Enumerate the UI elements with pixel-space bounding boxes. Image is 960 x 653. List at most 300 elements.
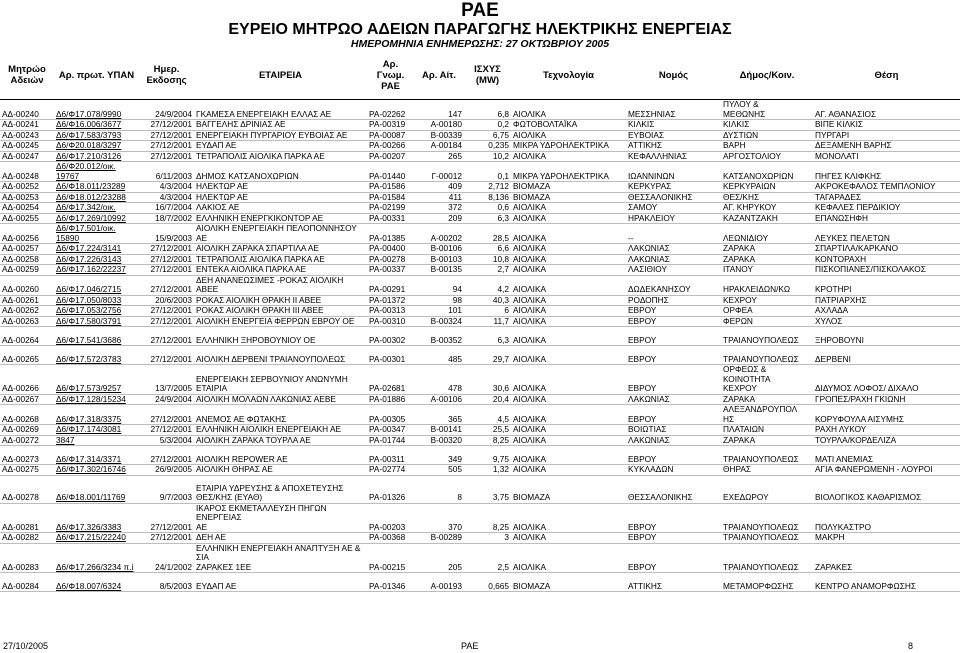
cell-company: ΗΛΕΚΤΩΡ ΑΕ <box>194 192 367 203</box>
header-col-company: ΕΤΑΙΡΕΙΑ <box>194 51 367 100</box>
cell-location: ΤΟΥΡΛΑ/ΚΟΡΔΕΛΙΖΑ <box>813 435 960 446</box>
cell-capacity: 8,136 <box>464 192 511 203</box>
cell-issue-date: 24/1/2002 <box>139 543 194 573</box>
cell-ypan-protocol: Δ6/Φ17.580/3791 <box>54 316 139 327</box>
cell-license-id: ΑΔ-00281 <box>0 503 54 533</box>
cell-license-id: ΑΔ-00266 <box>0 365 54 395</box>
cell-license-id: ΑΔ-00284 <box>0 573 54 592</box>
cell-rae-opinion: ΡΑ-01440 <box>367 162 414 182</box>
cell-ypan-protocol: Δ6/Φ17.269/10992 <box>54 213 139 224</box>
cell-ypan-protocol: Δ6/Φ17.302/16746 <box>54 465 139 476</box>
cell-technology: ΑΙΟΛΙΚΑ <box>511 100 626 120</box>
cell-technology: ΑΙΟΛΙΚΑ <box>511 533 626 544</box>
cell-license-id: ΑΔ-00269 <box>0 425 54 436</box>
cell-municipality: ΛΕΩΝΙΔΙΟΥ <box>721 224 813 244</box>
cell-municipality: ΤΡΑΙΑΝΟΥΠΟΛΕΩΣ <box>721 446 813 465</box>
cell-ypan-protocol: Δ6/Φ18.012/23288 <box>54 192 139 203</box>
cell-license-id: ΑΔ-00253 <box>0 192 54 203</box>
table-row <box>0 365 960 395</box>
cell-municipality: ΘΗΡΑΣ <box>721 465 813 476</box>
cell-ypan-protocol: Δ6/Φ17.226/3143 <box>54 254 139 265</box>
cell-location: ΤΑΓΑΡΑΔΕΣ <box>813 192 960 203</box>
cell-prefecture: ΡΟΔΟΠΗΣ <box>626 295 721 306</box>
cell-location: ΜΑΚΡΗ <box>813 533 960 544</box>
cell-capacity: 0,1 <box>464 162 511 182</box>
cell-technology: ΑΙΟΛΙΚΑ <box>511 503 626 533</box>
cell-ypan-protocol: Δ6/Φ17.572/3783 <box>54 346 139 365</box>
table-row <box>0 446 960 465</box>
footer-page-number: 8 <box>908 641 914 651</box>
cell-license-id: ΑΔ-00283 <box>0 543 54 573</box>
cell-capacity: 2,5 <box>464 543 511 573</box>
cell-technology: ΑΙΟΛΙΚΑ <box>511 394 626 405</box>
cell-application: 98 <box>414 295 464 306</box>
cell-rae-opinion: ΡΑ-00337 <box>367 265 414 276</box>
cell-capacity: 2,712 <box>464 182 511 193</box>
cell-application: 101 <box>414 306 464 317</box>
cell-application: Α-00106 <box>414 394 464 405</box>
cell-ypan-protocol: Δ6/Φ17.210/3126 <box>54 151 139 162</box>
page-title: ΡΑΕ <box>461 0 499 21</box>
cell-company: ΤΕΤΡΑΠΟΛΙΣ ΑΙΟΛΙΚΑ ΠΑΡΚΑ ΑΕ <box>194 151 367 162</box>
table-row <box>0 405 960 425</box>
table-row <box>0 503 960 533</box>
table-row <box>0 182 960 193</box>
cell-location: ΚΟΝΤΟΡΑΧΗ <box>813 254 960 265</box>
cell-issue-date: 15/9/2003 <box>139 224 194 244</box>
cell-issue-date: 27/12/2001 <box>139 503 194 533</box>
cell-capacity: 29,7 <box>464 346 511 365</box>
cell-location: ΑΓΙΑ ΦΑΝΕΡΩΜΕΝΗ - ΛΟΥΡΟΙ <box>813 465 960 476</box>
cell-technology: ΑΙΟΛΙΚΑ <box>511 446 626 465</box>
cell-license-id: ΑΔ-00258 <box>0 254 54 265</box>
cell-location: ΖΑΡΑΚΕΣ <box>813 543 960 573</box>
cell-municipality: ΚΑΤΣΑΝΟΧΩΡΙΩΝ <box>721 162 813 182</box>
cell-application: Α-00180 <box>414 120 464 131</box>
cell-company: ΑΙΟΛΙΚΗ ΕΝΕΡΓΕΙΑΚΗ ΠΕΛΟΠΟΝΝΗΣΟΥ ΑΕ <box>194 224 367 244</box>
cell-issue-date: 27/12/2001 <box>139 275 194 295</box>
cell-location: ΠΗΓΕΣ ΚΛΙΦΚΗΣ <box>813 162 960 182</box>
cell-capacity: 6,3 <box>464 213 511 224</box>
cell-application: 209 <box>414 213 464 224</box>
cell-company: ΑΙΟΛΙΚΗ REPOWER AE <box>194 446 367 465</box>
table-row <box>0 224 960 244</box>
cell-municipality: ΚΑΖΑΝΤΖΑΚΗ <box>721 213 813 224</box>
cell-rae-opinion: ΡΑ-01886 <box>367 394 414 405</box>
cell-ypan-protocol: Δ6/Φ17.078/9990 <box>54 100 139 120</box>
cell-license-id: ΑΔ-00278 <box>0 475 54 503</box>
cell-prefecture: ΚΕΡΚΥΡΑΣ <box>626 182 721 193</box>
cell-license-id: ΑΔ-00254 <box>0 203 54 214</box>
page-footer <box>0 640 960 653</box>
cell-license-id: ΑΔ-00263 <box>0 316 54 327</box>
cell-technology: ΑΙΟΛΙΚΑ <box>511 265 626 276</box>
cell-location: ΑΓ. ΑΘΑΝΑΣΙΟΣ <box>813 100 960 120</box>
cell-municipality: ΖΑΡΑΚΑ <box>721 244 813 255</box>
cell-municipality: ΖΑΡΑΚΑ <box>721 254 813 265</box>
cell-capacity: 10,2 <box>464 151 511 162</box>
cell-issue-date: 16/7/2004 <box>139 203 194 214</box>
cell-prefecture: ΛΑΣΙΘΙΟΥ <box>626 265 721 276</box>
cell-application: 485 <box>414 346 464 365</box>
cell-location: ΠΑΤΡΙΑΡΧΗΣ <box>813 295 960 306</box>
cell-technology: ΑΙΟΛΙΚΑ <box>511 365 626 395</box>
cell-municipality: ΔΥΣΤΙΩΝ <box>721 130 813 141</box>
cell-municipality: ΤΡΑΙΑΝΟΥΠΟΛΕΩΣ <box>721 327 813 346</box>
table-row <box>0 573 960 592</box>
cell-issue-date: 18/7/2002 <box>139 213 194 224</box>
cell-ypan-protocol: Δ6/Φ20.018/3297 <box>54 141 139 152</box>
table-row <box>0 316 960 327</box>
cell-municipality: ΕΧΕΔΩΡΟΥ <box>721 475 813 503</box>
cell-company: ΕΝΤΕΚΑ ΑΙΟΛΙΚΑ ΠΑΡΚΑ ΑΕ <box>194 265 367 276</box>
cell-ypan-protocol: Δ6/Φ17.215/22240 <box>54 533 139 544</box>
cell-rae-opinion: ΡΑ-00310 <box>367 316 414 327</box>
cell-ypan-protocol: Δ6/Φ17.326/3383 <box>54 503 139 533</box>
cell-issue-date: 27/12/2001 <box>139 254 194 265</box>
cell-ypan-protocol: Δ6/Φ17.573/9257 <box>54 365 139 395</box>
cell-prefecture: ΚΥΚΛΑΔΩΝ <box>626 465 721 476</box>
cell-issue-date: 20/6/2003 <box>139 295 194 306</box>
cell-ypan-protocol: Δ6/Φ17.050/8033 <box>54 295 139 306</box>
header-col-location: Θέση <box>813 51 960 100</box>
cell-capacity: 11,7 <box>464 316 511 327</box>
cell-capacity: 6,75 <box>464 130 511 141</box>
cell-application: 265 <box>414 151 464 162</box>
cell-ypan-protocol: Δ6/Φ17.541/3686 <box>54 327 139 346</box>
cell-technology: ΑΙΟΛΙΚΑ <box>511 224 626 244</box>
cell-location: ΠΙΣΚΟΠΙΑΝΕΣ/ΠΙΣΚΟΛΑΚΟΣ <box>813 265 960 276</box>
cell-capacity: 0,2 <box>464 120 511 131</box>
cell-ypan-protocol: Δ6/Φ17.046/2715 <box>54 275 139 295</box>
cell-rae-opinion: ΡΑ-01372 <box>367 295 414 306</box>
cell-application: 94 <box>414 275 464 295</box>
cell-capacity: 28,5 <box>464 224 511 244</box>
cell-ypan-protocol: Δ6/Φ17.224/3141 <box>54 244 139 255</box>
cell-ypan-protocol: Δ6/Φ17.342/οικ. <box>54 203 139 214</box>
cell-issue-date: 27/12/2001 <box>139 265 194 276</box>
cell-company: ΕΛΛΗΝΙΚΗ ΞΗΡΟΒΟΥΝΙΟΥ ΟΕ <box>194 327 367 346</box>
cell-location: ΓΡΟΠΕΣ/ΡΑΧΗ ΓΚΙΩΝΗ <box>813 394 960 405</box>
cell-license-id: ΑΔ-00257 <box>0 244 54 255</box>
cell-issue-date: 27/12/2001 <box>139 306 194 317</box>
cell-capacity: 4,5 <box>464 405 511 425</box>
cell-prefecture: ΑΤΤΙΚΗΣ <box>626 573 721 592</box>
cell-rae-opinion: ΡΑ-00207 <box>367 151 414 162</box>
cell-prefecture: ΕΒΡΟΥ <box>626 543 721 573</box>
cell-technology: ΑΙΟΛΙΚΑ <box>511 543 626 573</box>
cell-capacity: 8,25 <box>464 503 511 533</box>
cell-ypan-protocol: Δ6/Φ20.012/οικ. 19767 <box>54 162 139 182</box>
cell-rae-opinion: ΡΑ-00087 <box>367 130 414 141</box>
cell-technology: ΑΙΟΛΙΚΑ <box>511 254 626 265</box>
cell-company: ΡΟΚΑΣ ΑΙΟΛΙΚΗ ΘΡΑΚΗ ΙΙ ΑΒΕΕ <box>194 295 367 306</box>
cell-company: ΛΑΚΙΟΣ ΑΕ <box>194 203 367 214</box>
cell-rae-opinion: ΡΑ-01385 <box>367 224 414 244</box>
cell-application: 409 <box>414 182 464 193</box>
cell-license-id: ΑΔ-00252 <box>0 182 54 193</box>
cell-location: ΚΟΡΥΦΟΥΛΑ ΑΙΣΥΜΗΣ <box>813 405 960 425</box>
cell-prefecture: ΚΙΛΚΙΣ <box>626 120 721 131</box>
cell-license-id: ΑΔ-00243 <box>0 130 54 141</box>
cell-prefecture: ΒΟΙΩΤΙΑΣ <box>626 425 721 436</box>
cell-issue-date: 27/12/2001 <box>139 533 194 544</box>
cell-municipality: ΤΡΑΙΑΝΟΥΠΟΛΕΩΣ <box>721 346 813 365</box>
cell-location: ΚΡΟΤΗΡΙ <box>813 275 960 295</box>
cell-application: 205 <box>414 543 464 573</box>
cell-municipality: ΤΡΑΙΑΝΟΥΠΟΛΕΩΣ <box>721 533 813 544</box>
cell-technology: ΑΙΟΛΙΚΑ <box>511 316 626 327</box>
cell-company: ΑΝΕΜΟΣ ΑΕ ΦΩΤΑΚΗΣ <box>194 405 367 425</box>
cell-capacity: 6,6 <box>464 244 511 255</box>
cell-application: 505 <box>414 465 464 476</box>
cell-technology: ΒΙΟΜΑΖΑ <box>511 475 626 503</box>
cell-capacity: 25,5 <box>464 425 511 436</box>
cell-technology: ΑΙΟΛΙΚΑ <box>511 306 626 317</box>
cell-issue-date: 4/3/2004 <box>139 182 194 193</box>
cell-rae-opinion: ΡΑ-00302 <box>367 327 414 346</box>
cell-company: ΔΕΗ ΑΕ <box>194 533 367 544</box>
cell-technology: ΑΙΟΛΙΚΑ <box>511 244 626 255</box>
cell-municipality: ΜΕΤΑΜΟΡΦΩΣΗΣ <box>721 573 813 592</box>
cell-municipality: ΑΛΕΞΑΝΔΡΟΥΠΟΛ ΗΣ <box>721 405 813 425</box>
cell-application: 372 <box>414 203 464 214</box>
cell-ypan-protocol: Δ6/Φ17.318/3375 <box>54 405 139 425</box>
cell-application: 478 <box>414 365 464 395</box>
cell-application: Α-00184 <box>414 141 464 152</box>
cell-technology: ΑΙΟΛΙΚΑ <box>511 346 626 365</box>
cell-technology: ΑΙΟΛΙΚΑ <box>511 275 626 295</box>
cell-location: ΒΙΟΛΟΓΙΚΟΣ ΚΑΘΑΡΙΣΜΟΣ <box>813 475 960 503</box>
table-row <box>0 275 960 295</box>
cell-ypan-protocol: 3847 <box>54 435 139 446</box>
cell-application: Β-00289 <box>414 533 464 544</box>
cell-application: Γ-00012 <box>414 162 464 182</box>
cell-license-id: ΑΔ-00256 <box>0 224 54 244</box>
cell-rae-opinion: ΡΑ-01346 <box>367 573 414 592</box>
update-date: ΗΜΕΡΟΜΗΝΙΑ ΕΝΗΜΕΡΩΣΗΣ: 27 ΟΚΤΩΒΡΙΟΥ 2005 <box>350 38 610 50</box>
cell-technology: ΒΙΟΜΑΖΑ <box>511 573 626 592</box>
table-body <box>0 100 960 592</box>
cell-ypan-protocol: Δ6/Φ18.011/23289 <box>54 182 139 193</box>
cell-issue-date: 27/12/2001 <box>139 120 194 131</box>
cell-company: ΕΝΕΡΓΕΙΑΚΗ ΣΕΡΒΟΥΝΙΟΥ ΑΝΩΝΥΜΗ ΕΤΑΙΡΙΑ <box>194 365 367 395</box>
cell-prefecture: ΕΒΡΟΥ <box>626 446 721 465</box>
cell-prefecture: ΛΑΚΩΝΙΑΣ <box>626 394 721 405</box>
cell-issue-date: 27/12/2001 <box>139 244 194 255</box>
cell-prefecture: ΚΕΦΑΛΛΗΝΙΑΣ <box>626 151 721 162</box>
cell-prefecture: ΔΩΔΕΚΑΝΗΣΟΥ <box>626 275 721 295</box>
cell-capacity: 4,2 <box>464 275 511 295</box>
cell-company: ΑΙΟΛΙΚΗ ΖΑΡΑΚΑ ΣΠΑΡΤΙΛΑ ΑΕ <box>194 244 367 255</box>
cell-capacity: 0,665 <box>464 573 511 592</box>
cell-license-id: ΑΔ-00268 <box>0 405 54 425</box>
table-row <box>0 130 960 141</box>
cell-capacity: 3,75 <box>464 475 511 503</box>
cell-rae-opinion: ΡΑ-00311 <box>367 446 414 465</box>
cell-municipality: ΙΤΑΝΟΥ <box>721 265 813 276</box>
header-col-capacity: ΙΣΧΥΣ (MW) <box>464 51 511 100</box>
cell-prefecture: ΛΑΚΩΝΙΑΣ <box>626 244 721 255</box>
cell-technology: ΦΩΤΟΒΟΛΤΑΪΚΑ <box>511 120 626 131</box>
cell-capacity: 2,7 <box>464 265 511 276</box>
cell-municipality: ΚΕΧΡΟΥ <box>721 295 813 306</box>
cell-municipality: ΦΕΡΩΝ <box>721 316 813 327</box>
cell-capacity: 30,6 <box>464 365 511 395</box>
cell-rae-opinion: ΡΑ-00291 <box>367 275 414 295</box>
cell-application: Β-00352 <box>414 327 464 346</box>
cell-issue-date: 27/12/2001 <box>139 151 194 162</box>
table-row <box>0 141 960 152</box>
header-col-municipality: Δήμος/Κοιν. <box>721 51 813 100</box>
cell-company: ΕΝΕΡΓΕΙΑΚΗ ΠΥΡΓΑΡΙΟΥ ΕΥΒΟΙΑΣ ΑΕ <box>194 130 367 141</box>
cell-application: Β-00103 <box>414 254 464 265</box>
cell-issue-date: 9/7/2003 <box>139 475 194 503</box>
cell-company: ΑΙΟΛΙΚΗ ΔΕΡΒΕΝΙ ΤΡΑΙΑΝΟΥΠΟΛΕΩΣ <box>194 346 367 365</box>
cell-company: ΕΥΔΑΠ ΑΕ <box>194 573 367 592</box>
cell-application: 411 <box>414 192 464 203</box>
cell-capacity: 0,6 <box>464 203 511 214</box>
cell-ypan-protocol: Δ6/Φ17.314/3371 <box>54 446 139 465</box>
table-row <box>0 425 960 436</box>
header-col-application: Αρ. Αίτ. <box>414 51 464 100</box>
cell-application: 147 <box>414 100 464 120</box>
table-row <box>0 475 960 503</box>
cell-rae-opinion: ΡΑ-00331 <box>367 213 414 224</box>
cell-rae-opinion: ΡΑ-00319 <box>367 120 414 131</box>
cell-company: ΕΤΑΙΡΙΑ ΥΔΡΕΥΣΗΣ & ΑΠΟΧΕΤΕΥΣΗΣ ΘΕΣ/ΚΗΣ (ΕΥΑΘ) <box>194 475 367 503</box>
cell-location: ΚΕΝΤΡΟ ΑΝΑΜΟΡΦΩΣΗΣ <box>813 573 960 592</box>
cell-location: ΣΠΑΡΤΙΛΑ/ΚΑΡΚΑΝΟ <box>813 244 960 255</box>
cell-license-id: ΑΔ-00273 <box>0 446 54 465</box>
table-row <box>0 192 960 203</box>
cell-technology: ΜΙΚΡΑ ΥΔΡΟΗΛΕΚΤΡΙΚΑ <box>511 162 626 182</box>
cell-capacity: 9,75 <box>464 446 511 465</box>
table-row <box>0 295 960 306</box>
cell-municipality: ΒΑΡΗ <box>721 141 813 152</box>
cell-capacity: 20,4 <box>464 394 511 405</box>
cell-issue-date: 27/12/2001 <box>139 141 194 152</box>
table-header <box>0 51 960 100</box>
cell-company: ΑΙΟΛΙΚΗ ΕΝΕΡΓΕΙΑ ΦΕΡΡΩΝ ΕΒΡΟΥ ΟΕ <box>194 316 367 327</box>
cell-prefecture: ΕΒΡΟΥ <box>626 503 721 533</box>
cell-technology: ΑΙΟΛΙΚΑ <box>511 203 626 214</box>
cell-prefecture: ΜΕΣΣΗΝΙΑΣ <box>626 100 721 120</box>
cell-location: ΔΕΞΑΜΕΝΗ ΒΑΡΗΣ <box>813 141 960 152</box>
cell-rae-opinion: ΡΑ-00347 <box>367 425 414 436</box>
cell-ypan-protocol: Δ6/Φ17.053/2756 <box>54 306 139 317</box>
cell-technology: ΑΙΟΛΙΚΑ <box>511 151 626 162</box>
cell-application: Β-00135 <box>414 265 464 276</box>
cell-prefecture: ΛΑΚΩΝΙΑΣ <box>626 435 721 446</box>
cell-location: ΠΥΡΓΑΡΙ <box>813 130 960 141</box>
table-row <box>0 162 960 182</box>
cell-company: ΕΥΔΑΠ ΑΕ <box>194 141 367 152</box>
cell-issue-date: 27/12/2001 <box>139 130 194 141</box>
cell-prefecture: ΘΕΣΣΑΛΟΝΙΚΗΣ <box>626 192 721 203</box>
cell-prefecture: ΕΒΡΟΥ <box>626 533 721 544</box>
cell-company: ΕΛΛΗΝΙΚΗ ΑΙΟΛΙΚΗ ΕΝΕΡΓΕΙΑΚΗ ΑΕ <box>194 425 367 436</box>
cell-license-id: ΑΔ-00245 <box>0 141 54 152</box>
cell-technology: ΑΙΟΛΙΚΑ <box>511 213 626 224</box>
cell-rae-opinion: ΡΑ-02681 <box>367 365 414 395</box>
cell-issue-date: 24/9/2004 <box>139 394 194 405</box>
cell-ypan-protocol: Δ6/Φ17.583/3793 <box>54 130 139 141</box>
cell-technology: ΜΙΚΡΑ ΥΔΡΟΗΛΕΚΤΡΙΚΑ <box>511 141 626 152</box>
cell-application: Β-00339 <box>414 130 464 141</box>
cell-application: 349 <box>414 446 464 465</box>
cell-ypan-protocol: Δ6/Φ18.007/6324 <box>54 573 139 592</box>
table-row <box>0 100 960 120</box>
cell-license-id: ΑΔ-00260 <box>0 275 54 295</box>
cell-license-id: ΑΔ-00275 <box>0 465 54 476</box>
cell-location: ΔΕΡΒΕΝΙ <box>813 346 960 365</box>
cell-ypan-protocol: Δ6/Φ17.162/22237 <box>54 265 139 276</box>
cell-municipality: ΤΡΑΙΑΝΟΥΠΟΛΕΩΣ <box>721 543 813 573</box>
header-col-prefecture: Νομός <box>626 51 721 100</box>
cell-license-id: ΑΔ-00240 <box>0 100 54 120</box>
cell-company: ΑΙΟΛΙΚΗ ΜΟΛΑΩΝ ΛΑΚΩΝΙΑΣ ΑΕΒΕ <box>194 394 367 405</box>
cell-rae-opinion: ΡΑ-00400 <box>367 244 414 255</box>
cell-municipality: ΠΥΛΟΥ & ΜΕΘΩΝΗΣ <box>721 100 813 120</box>
cell-ypan-protocol: Δ6/Φ17.501/οικ. 15890 <box>54 224 139 244</box>
cell-municipality: ΚΕΡΚΥΡΑΙΩΝ <box>721 182 813 193</box>
cell-prefecture: ΕΒΡΟΥ <box>626 316 721 327</box>
cell-location: ΡΑΧΗ ΛΥΚΟΥ <box>813 425 960 436</box>
cell-company: ΙΚΑΡΟΣ ΕΚΜΕΤΑΛΛΕΥΣΗ ΠΗΓΩΝ ΕΝΕΡΓΕΙΑΣ ΑΕ <box>194 503 367 533</box>
cell-municipality: ΑΓ. ΚΗΡΥΚΟΥ <box>721 203 813 214</box>
cell-issue-date: 27/12/2001 <box>139 425 194 436</box>
cell-issue-date: 5/3/2004 <box>139 435 194 446</box>
cell-municipality: ΖΑΡΑΚΑ <box>721 394 813 405</box>
cell-company: ΗΛΕΚΤΩΡ ΑΕ <box>194 182 367 193</box>
table-row <box>0 120 960 131</box>
cell-ypan-protocol: Δ6/Φ16.006/3677 <box>54 120 139 131</box>
cell-location: ΔΙΔΥΜΟΣ ΛΟΦΟΣ/ ΔΙΧΑΛΟ <box>813 365 960 395</box>
cell-issue-date: 27/12/2001 <box>139 405 194 425</box>
cell-license-id: ΑΔ-00262 <box>0 306 54 317</box>
cell-location: ΒΙΠΕ ΚΙΛΚΙΣ <box>813 120 960 131</box>
table-row <box>0 394 960 405</box>
cell-ypan-protocol: Δ6/Φ17.174/3081 <box>54 425 139 436</box>
cell-issue-date: 27/12/2001 <box>139 327 194 346</box>
table-row <box>0 151 960 162</box>
cell-municipality: ΚΙΛΚΙΣ <box>721 120 813 131</box>
cell-rae-opinion: ΡΑ-01586 <box>367 182 414 193</box>
cell-ypan-protocol: Δ6/Φ17.128/15234 <box>54 394 139 405</box>
cell-location: ΛΕΥΚΕΣ ΠΕΛΕΤΩΝ <box>813 224 960 244</box>
cell-technology: ΑΙΟΛΙΚΑ <box>511 465 626 476</box>
cell-company: ΑΙΟΛΙΚΗ ΘΗΡΑΣ ΑΕ <box>194 465 367 476</box>
cell-company: ΓΚΑΜΕΣΑ ΕΝΕΡΓΕΙΑΚΗ ΕΛΛΑΣ ΑΕ <box>194 100 367 120</box>
cell-municipality: ΘΕΣ/ΚΗΣ <box>721 192 813 203</box>
cell-issue-date: 26/9/2005 <box>139 465 194 476</box>
cell-location: ΚΕΦΑΛΕΣ ΠΕΡΔΙΚΙΟΥ <box>813 203 960 214</box>
cell-location: ΞΗΡΟΒΟΥΝΙ <box>813 327 960 346</box>
cell-location: ΠΟΛΥΚΑΣΤΡΟ <box>813 503 960 533</box>
cell-rae-opinion: ΡΑ-00203 <box>367 503 414 533</box>
table-row <box>0 346 960 365</box>
cell-license-id: ΑΔ-00248 <box>0 162 54 182</box>
cell-issue-date: 4/3/2004 <box>139 192 194 203</box>
page-subtitle: ΕΥΡΕΙΟ ΜΗΤΡΩΟ ΑΔΕΙΩΝ ΠΑΡΑΓΩΓΗΣ ΗΛΕΚΤΡΙΚΗΣ ΕΝΕΡΓΕΙΑΣ <box>228 21 732 38</box>
cell-municipality: ΤΡΑΙΑΝΟΥΠΟΛΕΩΣ <box>721 503 813 533</box>
cell-prefecture: ΗΡΑΚΛΕΙΟΥ <box>626 213 721 224</box>
cell-capacity: 1,32 <box>464 465 511 476</box>
cell-license-id: ΑΔ-00282 <box>0 533 54 544</box>
cell-company: ΑΙΟΛΙΚΗ ΖΑΡΑΚΑ ΤΟΥΡΛΑ ΑΕ <box>194 435 367 446</box>
cell-license-id: ΑΔ-00247 <box>0 151 54 162</box>
